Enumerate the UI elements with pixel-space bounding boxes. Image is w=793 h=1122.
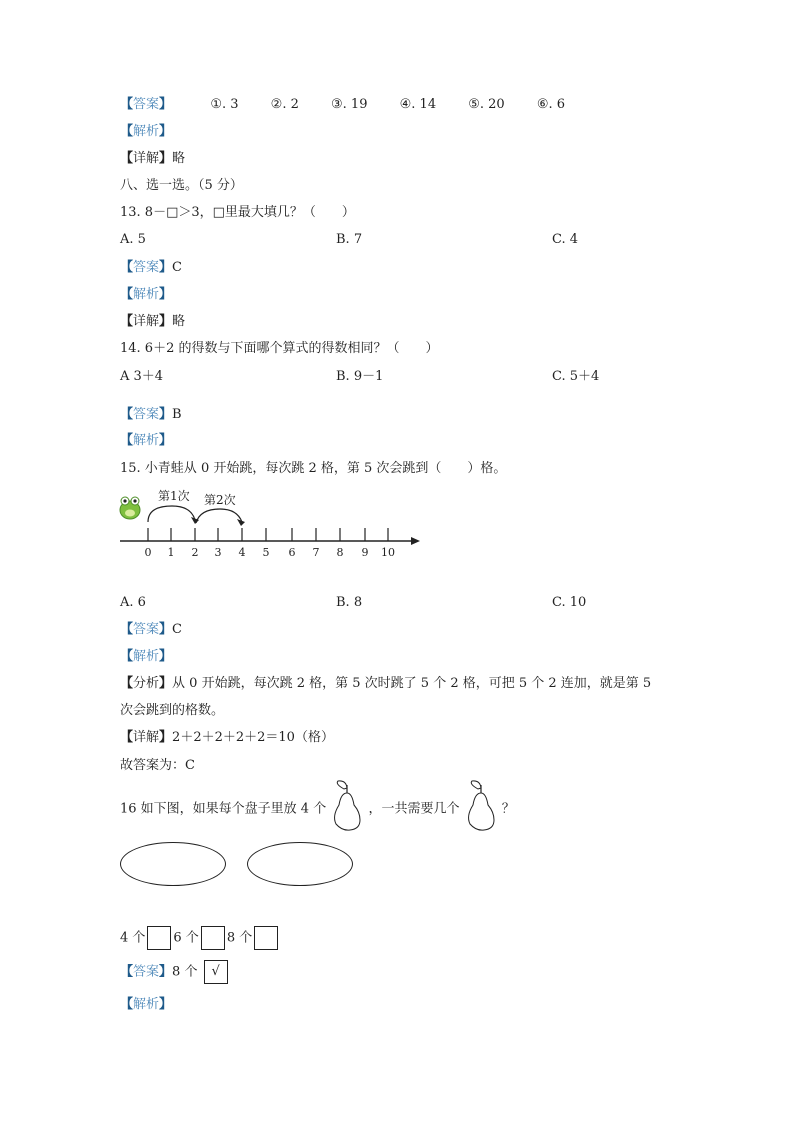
checked-box: √ xyxy=(204,960,228,984)
q14-option-c: C. 5＋4 xyxy=(552,369,600,384)
section-title: 八、选一选。（5 分） xyxy=(120,178,243,193)
q15-answer: 【答案】C xyxy=(120,622,182,637)
svg-text:6: 6 xyxy=(288,546,296,559)
answer-item: ④. 14 xyxy=(399,97,437,112)
plate xyxy=(247,842,353,886)
q14-stem: 14. 6＋2 的得数与下面哪个算式的得数相同？（ ） xyxy=(120,341,439,356)
plate xyxy=(120,842,226,886)
q13-option-b: B. 7 xyxy=(336,232,363,247)
answer-item: ⑥. 6 xyxy=(536,97,566,112)
svg-text:3: 3 xyxy=(214,546,222,559)
svg-text:2: 2 xyxy=(191,546,199,559)
jump2-label: 第2次 xyxy=(204,493,236,507)
pear-icon xyxy=(464,780,498,832)
q15-conclusion: 故答案为：C xyxy=(120,758,195,773)
choice-checkbox[interactable] xyxy=(254,926,278,950)
svg-text:8: 8 xyxy=(336,546,344,559)
q15-option-c: C. 10 xyxy=(552,595,587,610)
q12-analysis-label: 【解析】 xyxy=(120,124,173,139)
q16-stem: 16 如下图，如果每个盘子里放 4 个 ，一共需要几个 ？ xyxy=(120,800,515,819)
svg-text:1: 1 xyxy=(167,546,175,559)
answer-item: ⑤. 20 xyxy=(468,97,505,112)
q14-option-a: A 3＋4 xyxy=(120,369,164,384)
answer-label: 答案 xyxy=(133,97,160,112)
q15-analysis-label: 【解析】 xyxy=(120,649,173,664)
q15-option-b: B. 8 xyxy=(336,595,363,610)
choice-checkbox[interactable] xyxy=(201,926,225,950)
jump1-label: 第1次 xyxy=(158,489,190,503)
q12-answer-row: 【答案】 ①. 3 ②. 2 ③. 19 ④. 14 ⑤. 20 ⑥. 6 xyxy=(120,97,566,112)
pear-icon xyxy=(330,780,364,832)
q15-detail: 【详解】2＋2＋2＋2＋2＝10（格） xyxy=(120,730,334,745)
q13-stem: 13. 8－□＞3，□里最大填几？（ ） xyxy=(120,205,355,220)
answer-item: ②. 2 xyxy=(270,97,299,112)
svg-text:5: 5 xyxy=(262,546,270,559)
q13-answer: 【答案】C xyxy=(120,260,182,275)
q15-reasoning-cont: 次会跳到的格数。 xyxy=(120,703,225,718)
q14-option-b: B. 9－1 xyxy=(336,369,384,384)
q13-detail: 【详解】略 xyxy=(120,314,186,329)
svg-text:7: 7 xyxy=(312,546,320,559)
q15-reasoning: 【分析】从 0 开始跳，每次跳 2 格，第 5 次时跳了 5 个 2 格，可把 5 个 2 连加，就是第 5 xyxy=(120,676,652,691)
q12-detail: 【详解】略 xyxy=(120,151,186,166)
q13-analysis-label: 【解析】 xyxy=(120,287,173,302)
svg-text:10: 10 xyxy=(381,546,395,559)
q13-option-a: A. 5 xyxy=(120,232,146,247)
svg-text:9: 9 xyxy=(361,546,369,559)
frog-icon xyxy=(120,497,140,519)
svg-text:4: 4 xyxy=(238,546,246,559)
q14-analysis-label: 【解析】 xyxy=(120,433,173,448)
q15-option-a: A. 6 xyxy=(120,595,146,610)
q13-option-c: C. 4 xyxy=(552,232,579,247)
q15-stem: 15. 小青蛙从 0 开始跳，每次跳 2 格，第 5 次会跳到（ ）格。 xyxy=(120,461,507,476)
q16-choices: 4 个 6 个 8 个 xyxy=(120,926,280,951)
q14-answer: 【答案】B xyxy=(120,407,182,422)
choice-checkbox[interactable] xyxy=(147,926,171,950)
answer-item: ①. 3 xyxy=(210,97,239,112)
q16-answer: 【答案】8 个 √ xyxy=(120,960,230,985)
svg-text:0: 0 xyxy=(144,546,152,559)
number-line-figure xyxy=(115,484,425,564)
q16-analysis-label: 【解析】 xyxy=(120,997,173,1012)
answer-item: ③. 19 xyxy=(331,97,368,112)
